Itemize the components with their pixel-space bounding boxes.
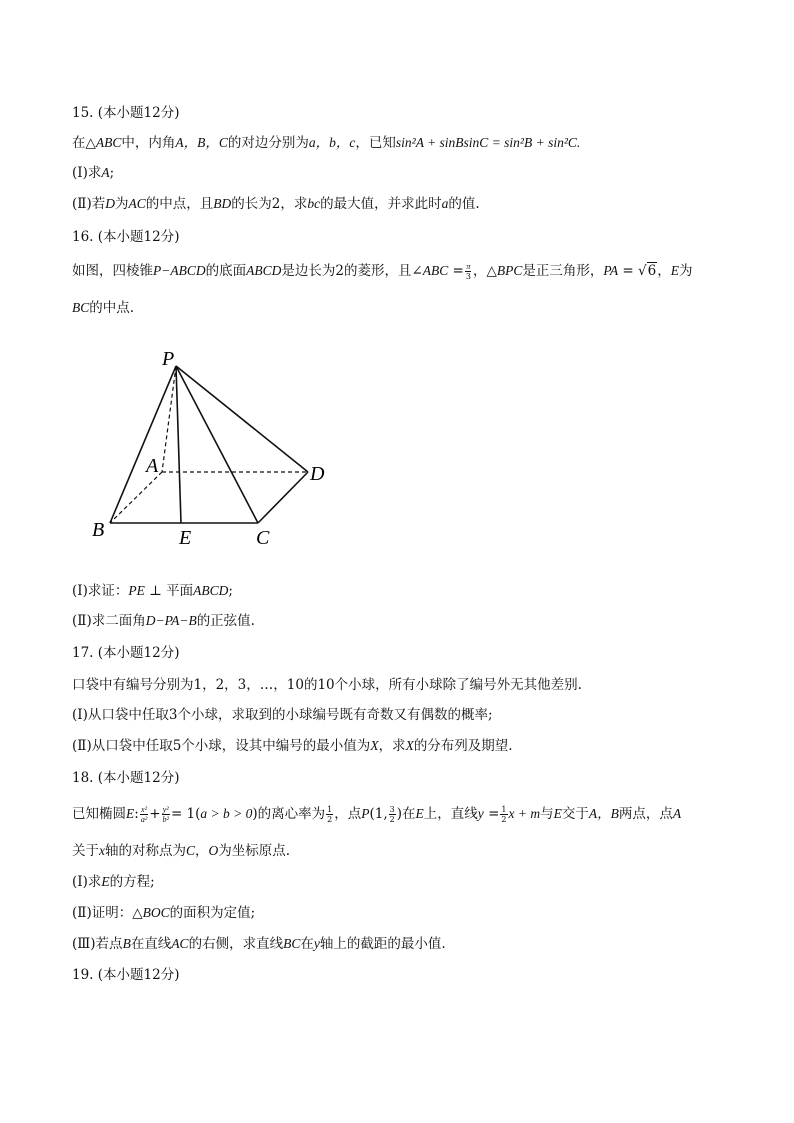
pyramid-diagram: [80, 340, 340, 560]
q18-part1-e: E: [101, 874, 110, 889]
q18-ecc-fraction: [326, 805, 333, 824]
q18-t5: 上，直线: [423, 806, 478, 822]
q15-equation: sin²A + sinBsinC = sin²B + sin²C.: [395, 135, 581, 150]
q18-t7: 交于: [561, 806, 589, 822]
q18-part2: [72, 904, 255, 922]
q18-point-close: ): [396, 806, 403, 822]
q18-eq: = 1(: [170, 806, 201, 822]
q18-e: E: [126, 806, 135, 821]
edge-PC: [176, 366, 258, 523]
q15-part2-AC: AC: [128, 196, 146, 211]
q15-tri: △: [85, 135, 96, 151]
q16-part1-t: ⊥ 平面: [144, 583, 194, 599]
q18-t2: 的离心率为: [257, 806, 326, 822]
q18-point-y-num: 3: [389, 805, 395, 814]
q16-angle: ABC: [422, 263, 449, 278]
q18-cond: a > b > 0: [200, 806, 253, 821]
q17-stem: 口袋中有编号分别为1，2，3，…，10的10个小球，所有小球除了编号外无其他差别.: [72, 677, 582, 693]
q18-close: ): [252, 806, 258, 822]
q18-point-y-den: 2: [389, 815, 395, 824]
q18-line2-t3: ，: [195, 843, 209, 859]
q18-part3-prefix: (Ⅲ)若点: [72, 936, 123, 952]
q15-part2-D: D: [105, 196, 115, 211]
q17-part2-suffix: 的分布列及期望.: [413, 738, 513, 754]
q18-part3-t3: 在: [300, 936, 314, 952]
q16-t3: 是边长为2的菱形，且∠: [281, 263, 423, 279]
q18-part2-suffix: 的面积为定值;: [169, 905, 256, 921]
q18-plus: +: [149, 806, 161, 822]
q18-part1-suffix: 的方程;: [109, 874, 155, 890]
q16-t2: 的底面: [205, 263, 247, 279]
q18-y-fraction: [162, 805, 170, 824]
q16-header: 16. (本小题12分): [72, 229, 180, 245]
q16-part1: [72, 582, 233, 600]
q15-part1-suffix: ;: [109, 165, 115, 181]
q16-pi-fraction: [465, 262, 472, 281]
q18-slope-num: 1: [501, 805, 507, 814]
q16-pabcd: P−ABCD: [153, 263, 206, 278]
q15-part2-a: a: [441, 196, 449, 211]
edge-PE: [176, 366, 181, 523]
q16-abcd: ABCD: [246, 263, 282, 278]
q18-part1-prefix: (Ⅰ)求: [72, 874, 102, 890]
q17-part2-x: X: [370, 738, 379, 753]
q18-x-den: a²: [140, 815, 148, 824]
q15-part2-t4: 的最大值，并求此时: [320, 196, 442, 212]
sqrt-symbol: √: [638, 263, 647, 279]
q15-part2: [72, 195, 480, 213]
q15-part1: [72, 164, 114, 182]
q17-part2-prefix: (Ⅱ)从口袋中任取5个小球，设其中编号的最小值为: [72, 738, 371, 754]
q16-pi-num: π: [466, 262, 471, 271]
q16-stem-line1: [72, 262, 692, 281]
q17-part2-t: ，求: [378, 738, 406, 754]
q18-line2-x: x: [99, 843, 105, 858]
q18-part3-bc: BC: [283, 936, 301, 951]
label-B: B: [92, 519, 105, 541]
q18-part3-t1: 在直线: [130, 936, 172, 952]
q15-stem: [72, 134, 580, 152]
q15-part2-prefix: (Ⅱ)若: [72, 196, 106, 212]
label-A: A: [146, 455, 159, 477]
q18-stem-line2: [72, 842, 290, 860]
q15-header: 15. (本小题12分): [72, 105, 180, 121]
q18-part3-t2: 的右侧，求直线: [188, 936, 284, 952]
q18-line-x: x: [508, 806, 515, 821]
q18-line-m: + m: [514, 806, 541, 821]
q18-t8: 两点，点: [618, 806, 673, 822]
q18-part1: [72, 873, 155, 891]
q18-point-open: (1,: [369, 806, 388, 822]
q18-part2-prefix: (Ⅱ)证明：△: [72, 905, 143, 921]
q18-part3: [72, 935, 446, 953]
q18-x-fraction: [140, 805, 148, 824]
q15-stem-mid: 中，内角: [121, 135, 176, 151]
q18-point-p: P: [361, 806, 370, 821]
q15-stem-mid3: ，已知: [355, 135, 396, 151]
label-P: P: [162, 348, 175, 370]
q16-stem-line2: [72, 299, 134, 317]
q17-part2-x2: X: [405, 738, 414, 753]
edge-PD: [176, 366, 308, 472]
q15-part2-t5: 的值.: [448, 196, 480, 212]
q18-part2-boc: BOC: [142, 905, 170, 920]
q18-a: A: [672, 806, 682, 821]
q16-pa: PA: [603, 263, 619, 278]
q15-stem-mid2: 的对边分别为: [227, 135, 309, 151]
q17-header: 17. (本小题12分): [72, 645, 180, 661]
q15-stem-pre: 在: [72, 135, 86, 151]
q16-t4: ，△: [472, 263, 497, 279]
q19-header: 19. (本小题12分): [72, 967, 180, 983]
q16-t7: 为: [678, 263, 693, 279]
q16-part1-prefix: (Ⅰ)求证：: [72, 583, 129, 599]
q18-y-num: y²: [162, 805, 169, 814]
q18-line2-o: O: [208, 843, 219, 858]
q16-t1: 如图，四棱锥: [72, 263, 153, 279]
q16-line2-t: 的中点.: [89, 300, 135, 316]
q16-part1-abcd: ABCD: [193, 583, 229, 598]
q18-colon: :: [134, 806, 139, 822]
q18-part3-ac: AC: [171, 936, 189, 951]
label-C: C: [256, 527, 270, 549]
q18-line2-c: C: [186, 843, 196, 858]
q16-part1-suffix: ;: [228, 583, 233, 599]
q18-t3: ，点: [334, 806, 362, 822]
q16-t6: ，: [657, 263, 671, 279]
q16-part2-suffix: 的正弦值.: [196, 613, 255, 629]
q18-line-y: y: [477, 806, 484, 821]
q16-sqrt-value: 6: [647, 263, 657, 279]
edge-CD: [258, 472, 308, 523]
q16-pi-den: 3: [465, 272, 471, 281]
q16-e: E: [670, 263, 679, 278]
q16-t5: 是正三角形，: [522, 263, 604, 279]
pyramid-figure: [80, 340, 340, 564]
q18-slope-fraction: [500, 805, 507, 824]
q18-ecc-num: 1: [327, 805, 333, 814]
q18-ecc-den: 2: [327, 815, 333, 824]
q18-part3-y: y: [313, 936, 320, 951]
q18-t1: 已知椭圆: [72, 806, 126, 822]
q18-e2: E: [415, 806, 424, 821]
q18-header: 18. (本小题12分): [72, 770, 180, 786]
edge-AB-hidden: [110, 472, 162, 523]
q15-part2-BD: BD: [213, 196, 232, 211]
q18-line2-t2: 轴的对称点为: [105, 843, 186, 859]
q15-vars1: A，B，C: [175, 135, 228, 150]
q15-part1-var: A: [101, 165, 110, 180]
q16-part2-prefix: (Ⅱ)求二面角: [72, 613, 146, 629]
q15-vars2: a，b，c: [308, 135, 356, 150]
q16-eq: =: [448, 263, 464, 279]
q15-part1-prefix: (Ⅰ)求: [72, 165, 102, 181]
q16-part2-angle: D−PA−B: [145, 613, 197, 628]
q18-line2-t1: 关于: [72, 843, 99, 859]
q18-y-den: b²: [162, 815, 169, 824]
q18-t4: 在: [402, 806, 416, 822]
q15-part2-bc: bc: [307, 196, 321, 211]
q18-ab: A，B: [588, 806, 619, 821]
q16-part2: [72, 612, 255, 630]
q18-point-y-fraction: [389, 805, 396, 824]
q18-x-num: x²: [141, 805, 147, 814]
q15-part2-t3: 的长为2，求: [231, 196, 308, 212]
q18-slope-den: 2: [501, 815, 507, 824]
q18-stem-line1: [72, 805, 681, 824]
q18-line-eq: =: [483, 806, 500, 822]
q18-t6: 与: [540, 806, 554, 822]
label-D: D: [310, 463, 325, 485]
q15-abc: ABC: [95, 135, 122, 150]
q18-e3: E: [553, 806, 562, 821]
q16-line2-bc: BC: [72, 300, 90, 315]
q15-part2-t1: 为: [114, 196, 129, 212]
q17-part2: [72, 737, 513, 755]
q18-part3-b: B: [122, 936, 131, 951]
q16-eq2: =: [618, 263, 639, 279]
q15-part2-t2: 的中点，且: [145, 196, 214, 212]
label-E: E: [179, 527, 192, 549]
q17-part1: (Ⅰ)从口袋中任取3个小球，求取到的小球编号既有奇数又有偶数的概率;: [72, 707, 493, 723]
q18-part3-suffix: 轴上的截距的最小值.: [319, 936, 446, 952]
q18-line2-t4: 为坐标原点.: [218, 843, 291, 859]
q16-part1-pe: PE: [128, 583, 145, 598]
q16-bpc: BPC: [496, 263, 523, 278]
